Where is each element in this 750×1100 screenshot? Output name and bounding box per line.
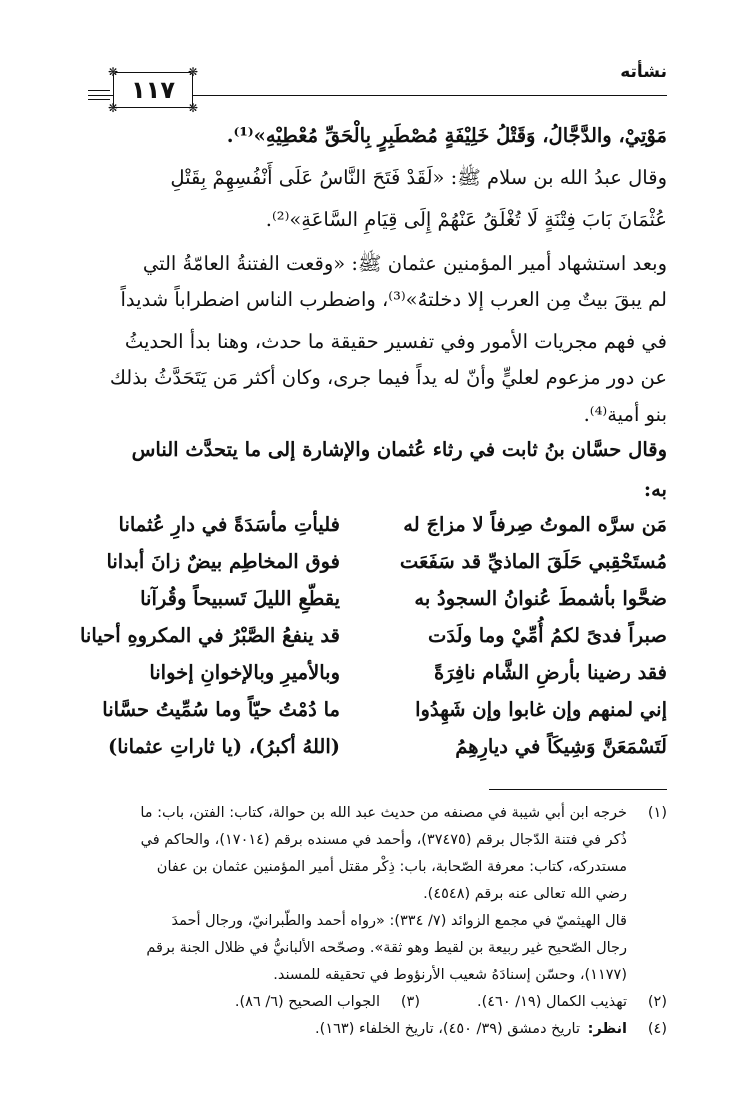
poem-hemistich-left: يقطّعِ الليلَ تَسبيحاً وقُرآنا	[140, 587, 340, 610]
footnote-number: (٣)	[400, 994, 420, 1010]
ornament-icon: ❋	[187, 65, 198, 79]
footnote-line: ذُكر في فتنة الدّجال برقم (٣٧٤٧٥)، وأحمد في مسنده برقم (١٧٠١٤)، والحاكم في	[140, 832, 627, 848]
header-rule-accent	[88, 99, 110, 100]
poem-hemistich-right: مَن سرَّه الموتُ صِرفاً لا مزاجَ له	[403, 513, 667, 536]
footnote-line: (١١٧٧)، وحسّن إسنادَهُ شعيب الأرنؤوط في تحقيقه للمسند.	[273, 967, 627, 983]
poem-hemistich-right: مُستَحْقِبي حَلَقَ الماذيِّ قد سَفَعَت	[399, 550, 667, 573]
page-number: ١١٧	[131, 76, 175, 104]
text-line: عن دور مزعوم لعليٍّ وأنّ له يداً فيما جرى، وكان أكثر مَن يَتَحَدَّثُ بذلك	[109, 366, 667, 389]
footnote-line: الجواب الصحيح (٦/ ٨٦).	[234, 994, 380, 1010]
text-line: مَوْتِيْ، والدَّجَّالُ، وَقَتْلُ خَلِيْفَةٍ مُصْطَبِرٍ بِالْحَقِّ مُعْطِيْهِ»⁽¹⁾.	[226, 124, 667, 147]
poem-hemistich-left: ما دُمْتُ حيّاً وما سُمِّيتُ حسَّانا	[102, 698, 340, 721]
footnote-line: تاريخ دمشق (٣٩/ ٤٥٠)، تاريخ الخلفاء (١٦٣).	[315, 1021, 580, 1037]
text-line: وقال حسَّان بنُ ثابت في رثاء عُثمان والإشارة إلى ما يتحدَّث الناس	[131, 438, 667, 461]
footnote-line: رضي الله تعالى عنه برقم (٤٥٤٨).	[423, 886, 627, 902]
footnote-number: (٢)	[647, 994, 667, 1010]
poem-hemistich-right: فقد رضينا بأرضِ الشَّام نافِرَةً	[433, 661, 667, 684]
poem-hemistich-right: إني لمنهم وإن غابوا وإن شَهِدُوا	[415, 698, 667, 721]
poem-hemistich-left: (اللهُ أكبرُ)، (يا ثاراتِ عثمانا)	[107, 735, 340, 758]
footnote-line: رجال الصّحيح غير ربيعة بن لقيط وهو ثقة». وصحّحه الألبانيُّ في ظلال الجنة برقم	[146, 940, 627, 956]
header-rule-accent	[88, 90, 110, 91]
ornament-icon: ❋	[108, 65, 119, 79]
poem-hemistich-left: قد ينفعُ الصَّبْرُ في المكروهِ أحيانا	[79, 624, 340, 647]
footnote-line: تهذيب الكمال (١٩/ ٤٦٠).	[476, 994, 627, 1010]
text-line: به:	[643, 478, 667, 501]
text-line: بنو أمية⁽⁴⁾.	[583, 403, 667, 426]
text-line: وبعد استشهاد أمير المؤمنين عثمان ﷺ: «وقعت الفتنةُ العامّةُ التي	[142, 252, 667, 275]
ornament-icon: ❋	[187, 101, 198, 115]
text-line: لم يبقَ بيتٌ مِن العرب إلا دخلتهُ»⁽³⁾، واضطرب الناس اضطراباً شديداً	[120, 288, 667, 311]
footnote-number: (١)	[647, 805, 667, 821]
poem-hemistich-right: ضحَّوا بأشمطَ عُنوانُ السجودُ به	[414, 587, 667, 610]
poem-hemistich-right: صبراً فدىً لكمُ أُمِّيْ وما ولَدَت	[428, 624, 667, 647]
footnote-separator	[489, 789, 667, 790]
page-number-box	[108, 65, 198, 115]
footnote-number: (٤)	[647, 1021, 667, 1037]
text-line: وقال عبدُ الله بن سلام ﷺ: «لَقَدْ فَتَحَ النَّاسُ عَلَى أَنْفُسِهِمْ بِقَتْلِ	[170, 166, 667, 189]
footnote-line: قال الهيثميّ في مجمع الزوائد (٧/ ٣٣٤): «رواه أحمد والطّبرانيّ، ورجال أحمدَ	[171, 913, 627, 929]
footnote-label: انظر:	[587, 1021, 627, 1037]
poem-hemistich-right: لَتَسْمَعَنَّ وَشِيكَاً في ديارِهِمُ	[455, 735, 667, 758]
text-line: عُثْمَانَ بَابَ فِتْنَةٍ لَا تُغْلَقُ عَنْهُمْ إِلَى قِيَامِ السَّاعَةِ»⁽²⁾.	[265, 208, 667, 231]
ornament-icon: ❋	[108, 101, 119, 115]
footnote-line: خرجه ابن أبي شيبة في مصنفه من حديث عبد الله بن حوالة، كتاب: الفتن، باب: ما	[140, 805, 627, 821]
poem-hemistich-left: وبالأميرِ وبالإخوانِ إخوانا	[149, 661, 340, 684]
poem-hemistich-left: فوق المخاطِم بيضٌ زانَ أبدانا	[106, 550, 340, 573]
text-line: في فهم مجريات الأمور وفي تفسير حقيقة ما حدث، وهنا بدأ الحديثُ	[124, 330, 667, 353]
chapter-title: نشأته	[620, 62, 667, 82]
poem-hemistich-left: فليأتِ مأسَدَةً في دارِ عُثمانا	[118, 513, 340, 536]
footnote-line: مستدركه، كتاب: معرفة الصّحابة، باب: ذِكْر مقتل أمير المؤمنين عثمان بن عفان	[156, 859, 627, 875]
